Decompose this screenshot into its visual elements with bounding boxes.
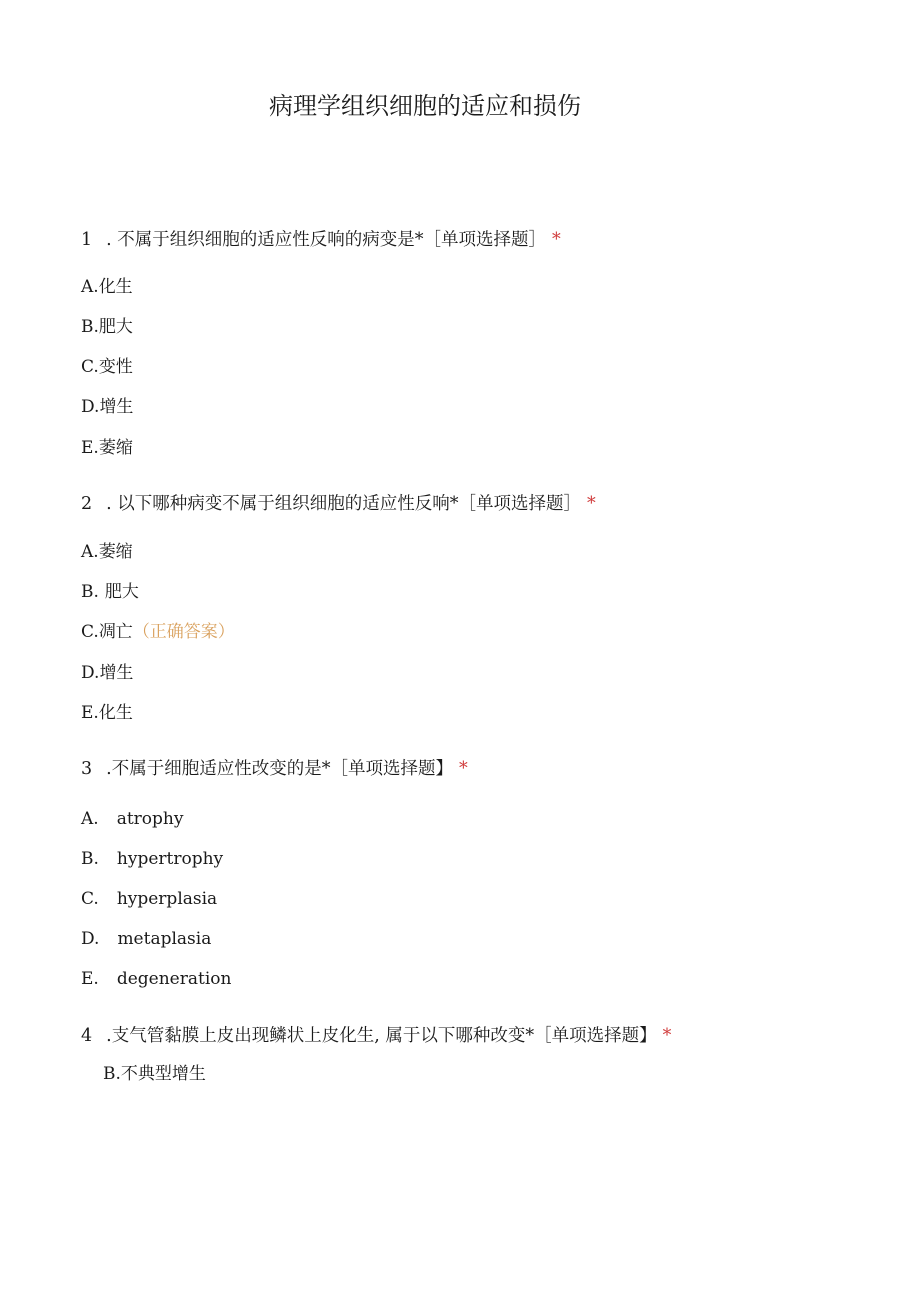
option-letter: D. — [81, 929, 100, 949]
question-number: 4 — [81, 1026, 93, 1046]
option-text: 肥大 — [98, 317, 133, 337]
question-1-option-a[interactable] — [81, 276, 133, 298]
option-text: 化生 — [98, 277, 133, 297]
question-2-stem-line — [81, 493, 596, 515]
question-2-option-a[interactable] — [81, 541, 133, 563]
option-text: 不典型增生 — [120, 1064, 206, 1084]
option-text: 增生 — [99, 397, 134, 417]
option-letter: E. — [81, 969, 99, 989]
question-number: 2 — [81, 494, 93, 514]
option-letter: C. — [81, 622, 99, 642]
correct-answer-note: （正确答案） — [132, 622, 235, 642]
option-letter: B. — [81, 582, 99, 602]
question-2-option-c[interactable] — [81, 621, 235, 643]
question-1-option-d[interactable] — [81, 396, 133, 418]
question-3-option-e[interactable] — [81, 968, 231, 990]
question-1-option-e[interactable] — [81, 437, 133, 459]
question-3-stem-line — [81, 758, 468, 780]
option-text: atrophy — [116, 809, 184, 829]
question-3-option-b[interactable] — [81, 848, 223, 870]
required-mark: * — [662, 1026, 672, 1046]
option-text: 凋亡 — [98, 622, 133, 642]
question-stem: 不属于组织细胞的适应性反响的病变是*［单项选择题］ — [117, 230, 547, 250]
question-1-option-b[interactable] — [81, 316, 133, 338]
option-text: hyperplasia — [116, 889, 218, 909]
option-letter: B. — [81, 317, 99, 337]
question-stem: 支气管黏膜上皮出现鳞状上皮化生, 属于以下哪种改变*［单项选择题】 — [111, 1026, 657, 1046]
question-3-option-d[interactable] — [81, 928, 211, 950]
option-text: 肥大 — [104, 582, 139, 602]
question-2-option-b[interactable] — [81, 581, 139, 603]
document-title: 病理学组织细胞的适应和损伤 — [269, 92, 581, 120]
option-text: 萎缩 — [98, 542, 133, 562]
option-letter: C. — [81, 889, 99, 909]
option-letter: D. — [81, 663, 100, 683]
question-3-option-a[interactable] — [81, 808, 183, 830]
required-mark: * — [587, 494, 596, 514]
question-2-option-e[interactable] — [81, 702, 133, 724]
option-text: metaplasia — [117, 929, 212, 949]
question-4-option-b[interactable] — [103, 1063, 206, 1085]
option-text: 萎缩 — [98, 438, 133, 458]
required-mark: * — [458, 759, 468, 779]
option-letter: A. — [81, 809, 99, 829]
option-letter: B. — [103, 1064, 121, 1084]
question-number: 1 — [81, 230, 93, 250]
question-stem: 以下哪种病变不属于组织细胞的适应性反响*［单项选择题］ — [117, 494, 582, 514]
question-separator: . — [106, 494, 118, 514]
option-letter: B. — [81, 849, 99, 869]
question-separator: . — [106, 230, 118, 250]
question-separator: . — [106, 759, 112, 779]
question-separator: . — [106, 1026, 112, 1046]
option-text: 化生 — [98, 703, 133, 723]
option-letter: A. — [81, 542, 99, 562]
question-3-option-c[interactable] — [81, 888, 217, 910]
question-number: 3 — [81, 759, 93, 779]
option-letter: E. — [81, 703, 99, 723]
question-stem: 不属于细胞适应性改变的是*［单项选择题】 — [111, 759, 453, 779]
option-text: 增生 — [99, 663, 134, 683]
option-text: hypertrophy — [116, 849, 224, 869]
option-text: 变性 — [98, 357, 133, 377]
option-text: degeneration — [116, 969, 232, 989]
option-letter: C. — [81, 357, 99, 377]
option-letter: A. — [81, 277, 99, 297]
question-2-option-d[interactable] — [81, 662, 133, 684]
option-letter: D. — [81, 397, 100, 417]
required-mark: * — [552, 230, 561, 250]
question-1-stem-line — [81, 229, 561, 251]
question-4-stem-line — [81, 1025, 671, 1047]
question-1-option-c[interactable] — [81, 356, 133, 378]
option-letter: E. — [81, 438, 99, 458]
